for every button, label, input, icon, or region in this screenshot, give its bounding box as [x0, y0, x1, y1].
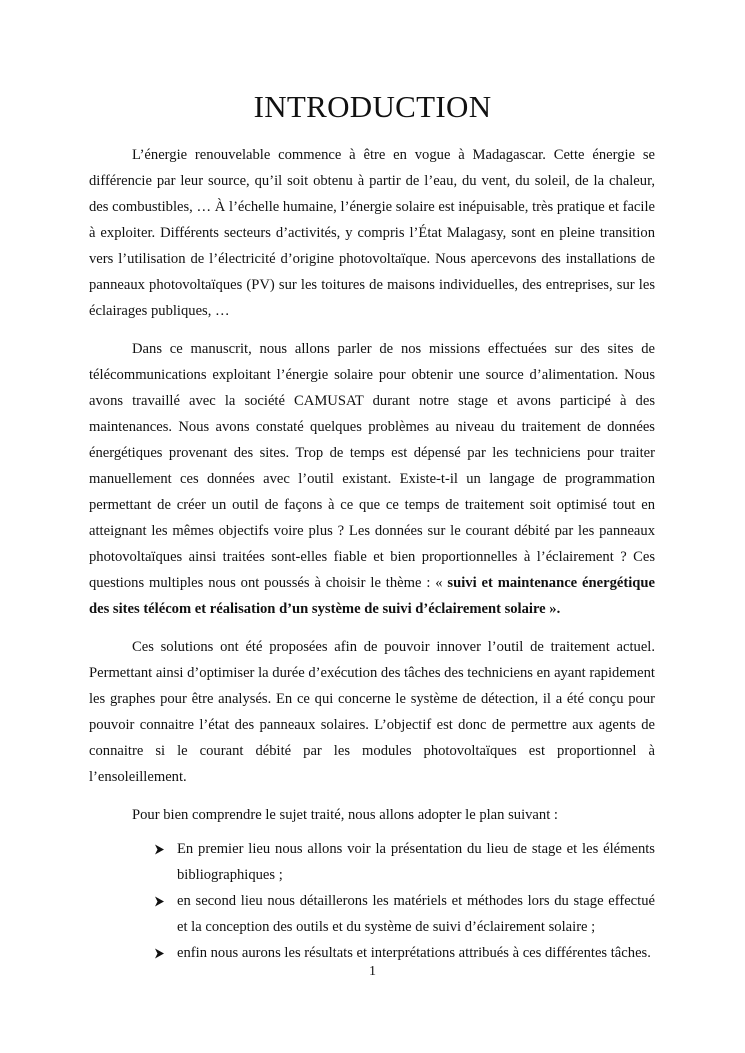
paragraph-manuscript-text: Dans ce manuscrit, nous allons parler de nos missions effectuées sur des sites de télécommunications exploitant l’énergie solaire pour obtenir une source d’alimentation. Nous avons travaillé avec la société CAMUSAT durant notre stage et avons participé à des maintenances. Nous avons constaté quelques problèmes au niveau du traitement de données énergétiques provenant des sites. Trop de temps est dépensé par les techniciens pour traiter manuellement ces données avec l’outil existant. Existe-t-il un langage de programmation permettant de créer un outil de façons à ce que ce temps de traitement soit optimisé tout en atteignant les mêmes objectifs voire plus ? Les données sur le courant débité par les panneaux photovoltaïques ainsi traitées sont-elles fiable et bien proportionnelles à l’éclairement ? Ces questions multiples nous ont poussés à choisir le thème : «: [89, 341, 655, 591]
plan-list: [89, 836, 655, 966]
plan-item-text: En premier lieu nous allons voir la présentation du lieu de stage et les éléments bibliographiques ;: [177, 841, 655, 883]
plan-item-text: enfin nous aurons les résultats et interprétations attribués à ces différentes tâches.: [177, 945, 651, 961]
page-number: 1: [369, 964, 376, 979]
page-title: INTRODUCTION: [253, 89, 492, 124]
document-body: [89, 142, 655, 966]
paragraph-manuscript: [89, 336, 655, 622]
theme-title: suivi et maintenance énergétique des sites télécom et réalisation d’un système de suivi d’éclairement solaire ».: [89, 575, 655, 617]
paragraph-intro: L’énergie renouvelable commence à être en vogue à Madagascar. Cette énergie se différencie par leur source, qu’il soit obtenu à partir de l’eau, du vent, du soleil, de la chaleur, des combustibles, … À l’échelle humaine, l’énergie solaire est inépuisable, très pratique et facile à exploiter. Différents secteurs d’activités, y compris l’État Malagasy, sont en pleine transition vers l’utilisation de l’électricité d’origine photovoltaïque. Nous apercevons des installations de panneaux photovoltaïques (PV) sur les toitures de maisons individuelles, des entreprises, sur les éclairages publiques, …: [89, 147, 655, 319]
arrowhead-bullet-icon: [154, 836, 168, 862]
paragraph-solutions: Ces solutions ont été proposées afin de pouvoir innover l’outil de traitement actuel. Permettant ainsi d’optimiser la durée d’exécution des tâches des techniciens en ayant rapidement les graphes pour être analysés. En ce qui concerne le système de détection, il a été conçu pour pouvoir connaitre l’état des panneaux solaires. L’objectif est donc de permettre aux agents de connaitre si le courant débité par les modules photovoltaïques est proportionnel à l’ensoleillement.: [89, 639, 655, 785]
plan-item-text: en second lieu nous détaillerons les matériels et méthodes lors du stage effectué et la conception des outils et du système de suivi d’éclairement solaire ;: [177, 893, 655, 935]
arrowhead-bullet-icon: [154, 940, 168, 966]
arrowhead-bullet-icon: [154, 888, 168, 914]
plan-item: [177, 940, 655, 966]
plan-item: [177, 888, 655, 940]
plan-item: [177, 836, 655, 888]
paragraph-plan-intro: Pour bien comprendre le sujet traité, nous allons adopter le plan suivant :: [132, 807, 558, 823]
